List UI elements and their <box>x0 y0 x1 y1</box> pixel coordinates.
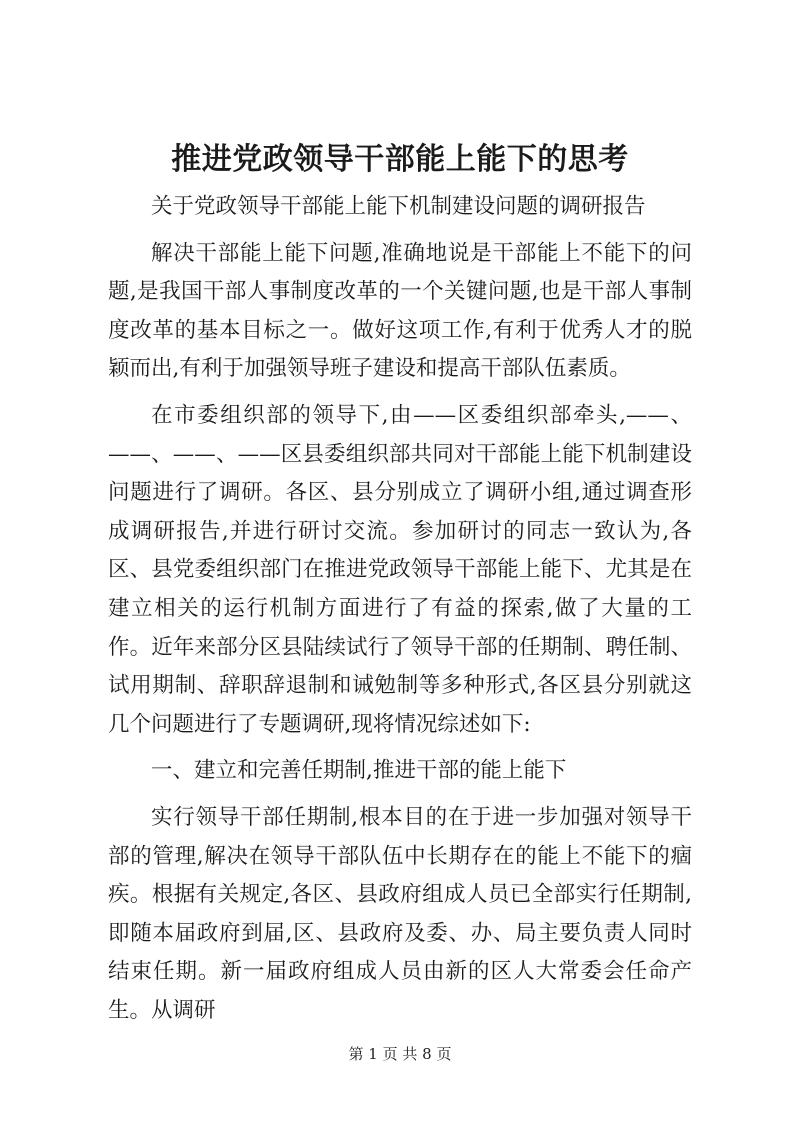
section-heading: 一、建立和完善任期制,推进干部的能上能下 <box>151 758 567 784</box>
paragraph-intro: 解决干部能上能下问题,准确地说是干部能上不能下的问题,是我国干部人事制度改革的一个关键问题,也是干部人事制度改革的基本目标之一。做好这项工作,有利于优秀人才的脱颖而出,有利于加强领导班子建设和提高干部队伍素质。 <box>108 240 692 382</box>
page-footer: 第 1 页 共 8 页 <box>348 1045 452 1063</box>
paragraph-subtitle: 关于党政领导干部能上能下机制建设问题的调研报告 <box>151 194 646 219</box>
document-body <box>108 188 692 1038</box>
paragraph-research: 在市委组织部的领导下,由——区委组织部牵头,——、——、——、——区县委组织部共同对干部能上能下机制建设问题进行了调研。各区、县分别成立了调研小组,通过调查形成调研报告,并进行研讨交流。参加研讨的同志一致认为,各区、县党委组织部门在推进党政领导干部能上能下、尤其是在建立相关的运行机制方面进行了有益的探索,做了大量的工作。近年来部分区县陆续试行了领导干部的任期制、聘任制、试用期制、辞职辞退制和诫勉制等多种形式,各区县分别就这几个问题进行了专题调研,现将情况综述如下: <box>108 402 692 737</box>
paragraph-term-system: 实行领导干部任期制,根本目的在于进一步加强对领导干部的管理,解决在领导干部队伍中长期存在的能上不能下的痼疾。根据有关规定,各区、县政府组成人员已全部实行任期制,即随本届政府到届,区、县政府及委、办、局主要负责人同时结束任期。新一届政府组成人员由新的区人大常委会任命产生。从调研 <box>108 804 692 1023</box>
document-title: 推进党政领导干部能上能下的思考 <box>171 142 629 177</box>
